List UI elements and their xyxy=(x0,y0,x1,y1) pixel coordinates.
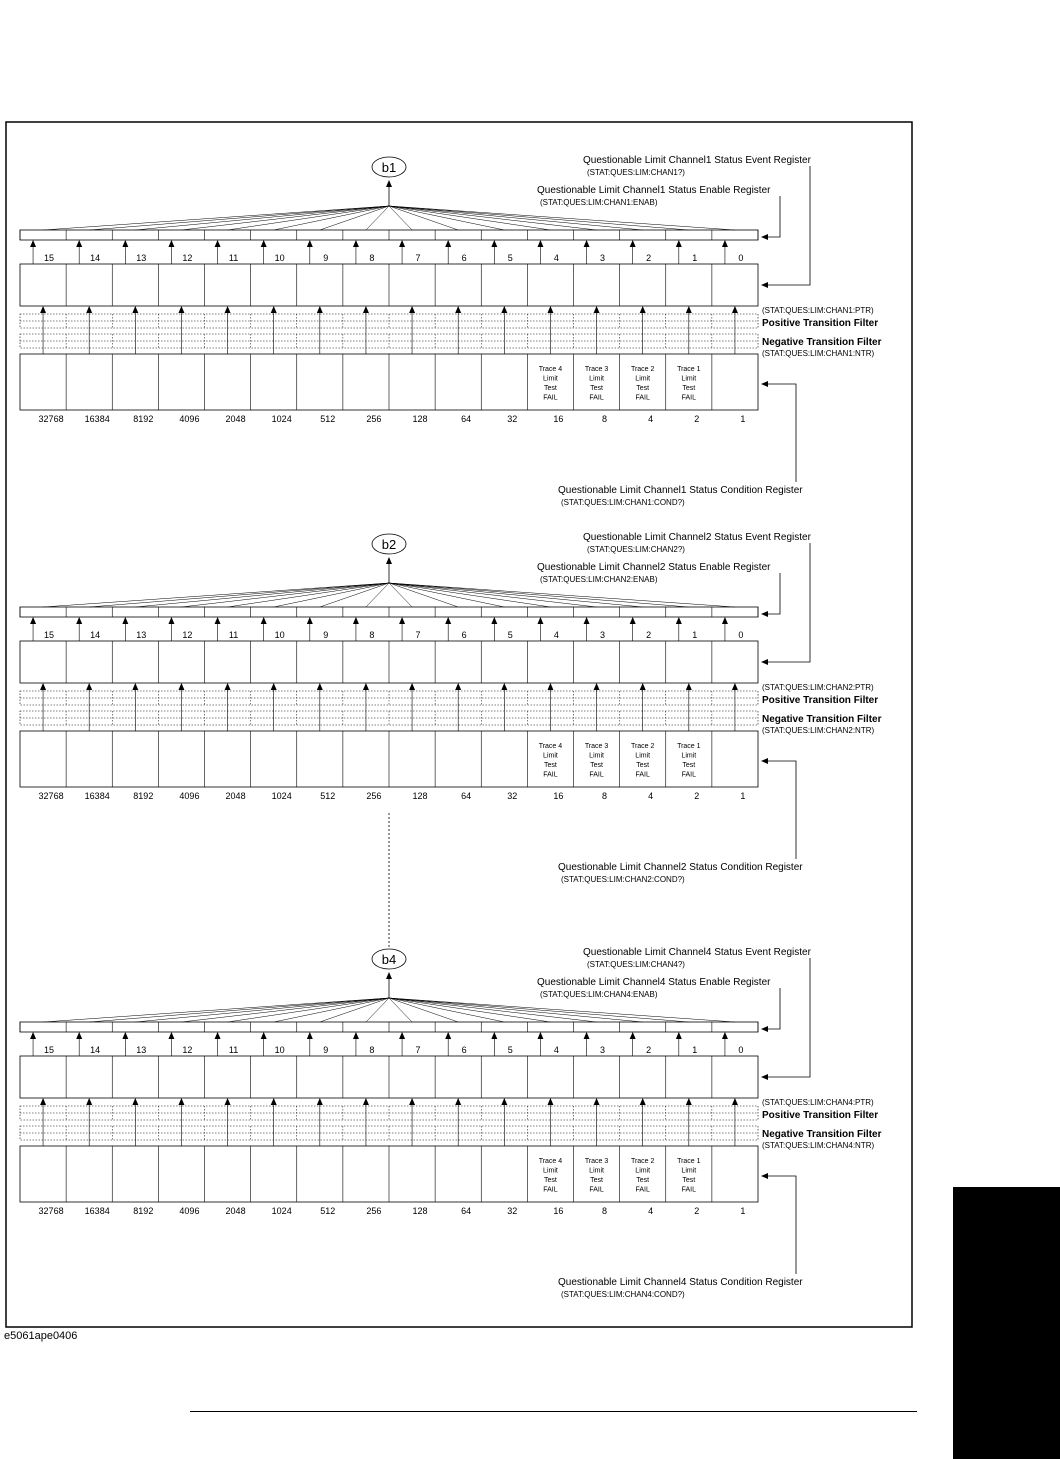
bit-number-label: 1 xyxy=(692,253,698,263)
bit-number-label: 13 xyxy=(136,1045,147,1055)
fan-line xyxy=(366,998,389,1022)
ptr-command-label: (STAT:QUES:LIM:CHAN2:PTR) xyxy=(762,683,874,692)
event-register-label: Questionable Limit Channel2 Status Event Register xyxy=(583,532,811,543)
bit-number-label: 11 xyxy=(228,253,239,263)
summary-bit-label: b1 xyxy=(381,160,397,175)
bit-number-label: 1 xyxy=(692,630,698,640)
bit-weight-label: 1024 xyxy=(271,791,292,801)
condition-bit-text: FAIL xyxy=(589,771,604,779)
bit-weight-label: 16384 xyxy=(84,1206,110,1216)
fan-line xyxy=(389,998,689,1022)
bit-weight-label: 512 xyxy=(320,1206,336,1216)
bit-number-label: 12 xyxy=(182,630,193,640)
bit-weight-label: 4096 xyxy=(179,1206,200,1216)
condition-bit-text: FAIL xyxy=(589,394,604,402)
bit-number-label: 3 xyxy=(600,1045,606,1055)
summary-bit-label: b4 xyxy=(381,952,397,967)
fan-line xyxy=(389,206,689,230)
fan-line xyxy=(274,998,389,1022)
bit-weight-label: 2048 xyxy=(225,791,246,801)
bit-weight-label: 1 xyxy=(740,414,746,424)
event-command-label: (STAT:QUES:LIM:CHAN4?) xyxy=(587,960,685,969)
section-tab xyxy=(953,1187,1060,1459)
bit-weight-label: 64 xyxy=(461,1206,472,1216)
bit-weight-label: 128 xyxy=(412,791,428,801)
fan-line xyxy=(135,998,389,1022)
fan-line xyxy=(228,583,389,607)
bit-weight-label: 16 xyxy=(553,791,564,801)
fan-line xyxy=(389,998,643,1022)
condition-bit-text: Test xyxy=(544,1177,557,1184)
fan-line xyxy=(228,998,389,1022)
bit-weight-label: 4096 xyxy=(179,791,200,801)
bit-number-label: 5 xyxy=(507,1045,513,1055)
negative-filter-label: Negative Transition Filter xyxy=(762,714,882,725)
register-group-channel4 xyxy=(20,947,882,1299)
condition-bit-text: Trace 2 xyxy=(630,743,655,750)
fan-line xyxy=(389,206,412,230)
condition-bit-text: Limit xyxy=(543,1167,558,1175)
condition-bit-text: Test xyxy=(682,385,696,392)
condition-bit-text: FAIL xyxy=(543,1186,558,1194)
fan-line xyxy=(389,206,643,230)
bit-weight-label: 1024 xyxy=(271,1206,292,1216)
enable-register-label: Questionable Limit Channel4 Status Enable Register xyxy=(537,977,771,988)
fan-line xyxy=(89,206,389,230)
condition-bit-text: Limit xyxy=(543,752,558,760)
bit-weight-label: 8 xyxy=(602,414,608,424)
condition-bit-text: FAIL xyxy=(635,394,650,402)
bit-number-label: 6 xyxy=(461,1045,467,1055)
bit-number-label: 6 xyxy=(461,253,467,263)
footer-rule xyxy=(190,1411,917,1412)
bit-weight-label: 8192 xyxy=(133,414,154,424)
fan-line xyxy=(135,206,389,230)
condition-bit-text: Trace 1 xyxy=(677,743,701,750)
enable-command-label: (STAT:QUES:LIM:CHAN2:ENAB) xyxy=(540,575,658,584)
bit-weight-label: 512 xyxy=(320,414,336,424)
condition-bit-text: Test xyxy=(544,762,557,769)
ntr-command-label: (STAT:QUES:LIM:CHAN4:NTR) xyxy=(762,1141,875,1150)
register-group-channel2 xyxy=(20,532,882,884)
bit-weight-label: 4 xyxy=(648,1206,654,1216)
fan-line xyxy=(366,206,389,230)
bit-weight-label: 1 xyxy=(740,791,746,801)
fan-line xyxy=(43,206,389,230)
bit-weight-label: 32768 xyxy=(38,414,64,424)
fan-line xyxy=(389,998,504,1022)
bit-number-label: 11 xyxy=(228,630,239,640)
condition-bit-text: Test xyxy=(590,1177,603,1184)
ntr-command-label: (STAT:QUES:LIM:CHAN2:NTR) xyxy=(762,726,875,735)
condition-bit-text: Test xyxy=(636,762,650,769)
fan-line xyxy=(389,998,735,1022)
condition-bit-text: Test xyxy=(682,1177,696,1184)
bit-number-label: 0 xyxy=(738,1045,744,1055)
bit-number-label: 9 xyxy=(323,253,329,263)
condition-bit-text: FAIL xyxy=(681,771,697,779)
register-group-channel1 xyxy=(20,155,882,507)
fan-line xyxy=(389,998,550,1022)
ptr-command-label: (STAT:QUES:LIM:CHAN1:PTR) xyxy=(762,306,874,315)
bit-number-label: 6 xyxy=(461,630,467,640)
bit-number-label: 4 xyxy=(553,630,559,640)
fan-line xyxy=(389,206,504,230)
condition-bit-text: FAIL xyxy=(635,771,650,779)
bit-weight-label: 128 xyxy=(412,414,428,424)
bit-number-label: 7 xyxy=(415,1045,421,1055)
ntr-command-label: (STAT:QUES:LIM:CHAN1:NTR) xyxy=(762,349,875,358)
bit-number-label: 2 xyxy=(646,253,652,263)
fan-line xyxy=(389,583,412,607)
summary-bit-label: b2 xyxy=(381,537,397,552)
enable-leader-line xyxy=(762,988,780,1029)
condition-leader-line xyxy=(762,1176,796,1274)
bit-number-label: 3 xyxy=(600,630,606,640)
condition-bit-text: FAIL xyxy=(681,394,697,402)
bit-number-label: 5 xyxy=(507,253,513,263)
fan-line xyxy=(366,583,389,607)
fan-line xyxy=(135,583,389,607)
bit-weight-label: 2 xyxy=(694,1206,700,1216)
condition-bit-text: Trace 4 xyxy=(538,743,563,750)
bit-number-label: 2 xyxy=(646,630,652,640)
condition-bit-text: Limit xyxy=(589,752,604,760)
bit-weight-label: 16 xyxy=(553,414,564,424)
bit-weight-label: 4 xyxy=(648,414,654,424)
bit-weight-label: 1024 xyxy=(271,414,292,424)
bit-number-label: 2 xyxy=(646,1045,652,1055)
bit-number-label: 15 xyxy=(44,1045,55,1055)
bit-number-label: 10 xyxy=(274,630,285,640)
bit-weight-label: 32 xyxy=(507,1206,518,1216)
event-command-label: (STAT:QUES:LIM:CHAN2?) xyxy=(587,545,685,554)
bit-weight-label: 2 xyxy=(694,414,700,424)
enable-command-label: (STAT:QUES:LIM:CHAN4:ENAB) xyxy=(540,990,658,999)
positive-filter-label: Positive Transition Filter xyxy=(762,695,879,706)
bit-number-label: 15 xyxy=(44,630,55,640)
fan-line xyxy=(43,583,389,607)
condition-bit-text: Trace 2 xyxy=(630,366,655,373)
bit-number-label: 5 xyxy=(507,630,513,640)
condition-bit-text: Limit xyxy=(589,375,604,383)
bit-weight-label: 16384 xyxy=(84,791,110,801)
condition-bit-text: Test xyxy=(636,1177,650,1184)
bit-number-label: 9 xyxy=(323,1045,329,1055)
bit-weight-label: 4 xyxy=(648,791,654,801)
condition-register-label: Questionable Limit Channel1 Status Condition Register xyxy=(558,485,803,496)
condition-bit-text: Test xyxy=(682,762,696,769)
event-leader-line xyxy=(762,958,810,1077)
bit-weight-label: 256 xyxy=(366,414,382,424)
fan-line xyxy=(89,583,389,607)
fan-line xyxy=(389,583,735,607)
bit-number-label: 8 xyxy=(369,253,375,263)
bit-weight-label: 32768 xyxy=(38,1206,64,1216)
bit-number-label: 8 xyxy=(369,1045,375,1055)
fan-line xyxy=(389,206,735,230)
condition-bit-text: Trace 2 xyxy=(630,1158,655,1165)
fan-line xyxy=(389,998,412,1022)
bit-number-label: 14 xyxy=(90,1045,101,1055)
condition-bit-text: Limit xyxy=(681,1167,697,1175)
condition-bit-text: Limit xyxy=(589,1167,604,1175)
enable-register-label: Questionable Limit Channel2 Status Enable Register xyxy=(537,562,771,573)
bit-number-label: 14 xyxy=(90,630,101,640)
condition-register-label: Questionable Limit Channel2 Status Condition Register xyxy=(558,862,803,873)
bit-weight-label: 256 xyxy=(366,1206,382,1216)
condition-register-label: Questionable Limit Channel4 Status Condition Register xyxy=(558,1277,803,1288)
bit-weight-label: 64 xyxy=(461,414,472,424)
fan-line xyxy=(43,998,389,1022)
condition-command-label: (STAT:QUES:LIM:CHAN4:COND?) xyxy=(561,1290,685,1299)
fan-line xyxy=(389,583,504,607)
bit-weight-label: 32 xyxy=(507,414,518,424)
bit-number-label: 4 xyxy=(553,253,559,263)
positive-filter-label: Positive Transition Filter xyxy=(762,1110,879,1121)
condition-bit-text: Trace 3 xyxy=(584,1158,609,1165)
event-leader-line xyxy=(762,166,810,285)
bit-number-label: 0 xyxy=(738,630,744,640)
negative-filter-label: Negative Transition Filter xyxy=(762,337,882,348)
bit-number-label: 10 xyxy=(274,253,285,263)
bit-weight-label: 1 xyxy=(740,1206,746,1216)
positive-filter-label: Positive Transition Filter xyxy=(762,318,879,329)
bit-weight-label: 8 xyxy=(602,1206,608,1216)
condition-command-label: (STAT:QUES:LIM:CHAN1:COND?) xyxy=(561,498,685,507)
condition-bit-text: Trace 1 xyxy=(677,366,701,373)
condition-bit-text: Test xyxy=(636,385,650,392)
condition-bit-text: Trace 4 xyxy=(538,366,563,373)
event-command-label: (STAT:QUES:LIM:CHAN1?) xyxy=(587,168,685,177)
bit-number-label: 15 xyxy=(44,253,55,263)
fan-line xyxy=(228,206,389,230)
bit-number-label: 0 xyxy=(738,253,744,263)
bit-weight-label: 8 xyxy=(602,791,608,801)
bit-weight-label: 32 xyxy=(507,791,518,801)
bit-weight-label: 8192 xyxy=(133,1206,154,1216)
bit-weight-label: 32768 xyxy=(38,791,64,801)
bit-number-label: 1 xyxy=(692,1045,698,1055)
bit-number-label: 13 xyxy=(136,630,147,640)
condition-bit-text: FAIL xyxy=(543,771,558,779)
bit-weight-label: 256 xyxy=(366,791,382,801)
bit-weight-label: 128 xyxy=(412,1206,428,1216)
condition-bit-text: Limit xyxy=(681,375,697,383)
fan-line xyxy=(389,583,689,607)
bit-weight-label: 4096 xyxy=(179,414,200,424)
condition-bit-text: Trace 4 xyxy=(538,1158,563,1165)
condition-bit-text: FAIL xyxy=(681,1186,697,1194)
condition-bit-text: Limit xyxy=(635,375,651,383)
fan-line xyxy=(89,998,389,1022)
fan-line xyxy=(389,583,643,607)
bit-weight-label: 2048 xyxy=(225,1206,246,1216)
event-leader-line xyxy=(762,543,810,662)
condition-bit-text: Trace 3 xyxy=(584,743,609,750)
fan-line xyxy=(274,206,389,230)
bit-number-label: 7 xyxy=(415,630,421,640)
bit-weight-label: 512 xyxy=(320,791,336,801)
bit-weight-label: 64 xyxy=(461,791,472,801)
bit-number-label: 12 xyxy=(182,1045,193,1055)
fan-line xyxy=(274,583,389,607)
enable-leader-line xyxy=(762,573,780,614)
bit-number-label: 9 xyxy=(323,630,329,640)
condition-bit-text: Limit xyxy=(543,375,558,383)
bit-number-label: 13 xyxy=(136,253,147,263)
condition-bit-text: Limit xyxy=(635,752,651,760)
condition-bit-text: Trace 1 xyxy=(677,1158,701,1165)
bit-weight-label: 16384 xyxy=(84,414,110,424)
enable-command-label: (STAT:QUES:LIM:CHAN1:ENAB) xyxy=(540,198,658,207)
event-register-label: Questionable Limit Channel1 Status Event Register xyxy=(583,155,811,166)
bit-weight-label: 2048 xyxy=(225,414,246,424)
condition-leader-line xyxy=(762,761,796,859)
condition-bit-text: FAIL xyxy=(589,1186,604,1194)
enable-register-label: Questionable Limit Channel1 Status Enable Register xyxy=(537,185,771,196)
condition-bit-text: FAIL xyxy=(543,394,558,402)
condition-bit-text: Test xyxy=(590,762,603,769)
condition-bit-text: FAIL xyxy=(635,1186,650,1194)
ptr-command-label: (STAT:QUES:LIM:CHAN4:PTR) xyxy=(762,1098,874,1107)
condition-bit-text: Limit xyxy=(635,1167,651,1175)
condition-bit-text: Test xyxy=(590,385,603,392)
bit-number-label: 8 xyxy=(369,630,375,640)
figure-caption: e5061ape0406 xyxy=(4,1330,78,1342)
bit-weight-label: 2 xyxy=(694,791,700,801)
condition-bit-text: Test xyxy=(544,385,557,392)
bit-number-label: 10 xyxy=(274,1045,285,1055)
event-register-label: Questionable Limit Channel4 Status Event Register xyxy=(583,947,811,958)
bit-weight-label: 16 xyxy=(553,1206,564,1216)
bit-number-label: 4 xyxy=(553,1045,559,1055)
negative-filter-label: Negative Transition Filter xyxy=(762,1129,882,1140)
enable-leader-line xyxy=(762,196,780,237)
bit-number-label: 12 xyxy=(182,253,193,263)
fan-line xyxy=(389,583,550,607)
condition-bit-text: Limit xyxy=(681,752,697,760)
bit-number-label: 7 xyxy=(415,253,421,263)
condition-leader-line xyxy=(762,384,796,482)
bit-number-label: 3 xyxy=(600,253,606,263)
bit-number-label: 14 xyxy=(90,253,101,263)
bit-number-label: 11 xyxy=(228,1045,239,1055)
condition-command-label: (STAT:QUES:LIM:CHAN2:COND?) xyxy=(561,875,685,884)
condition-bit-text: Trace 3 xyxy=(584,366,609,373)
fan-line xyxy=(389,206,550,230)
bit-weight-label: 8192 xyxy=(133,791,154,801)
